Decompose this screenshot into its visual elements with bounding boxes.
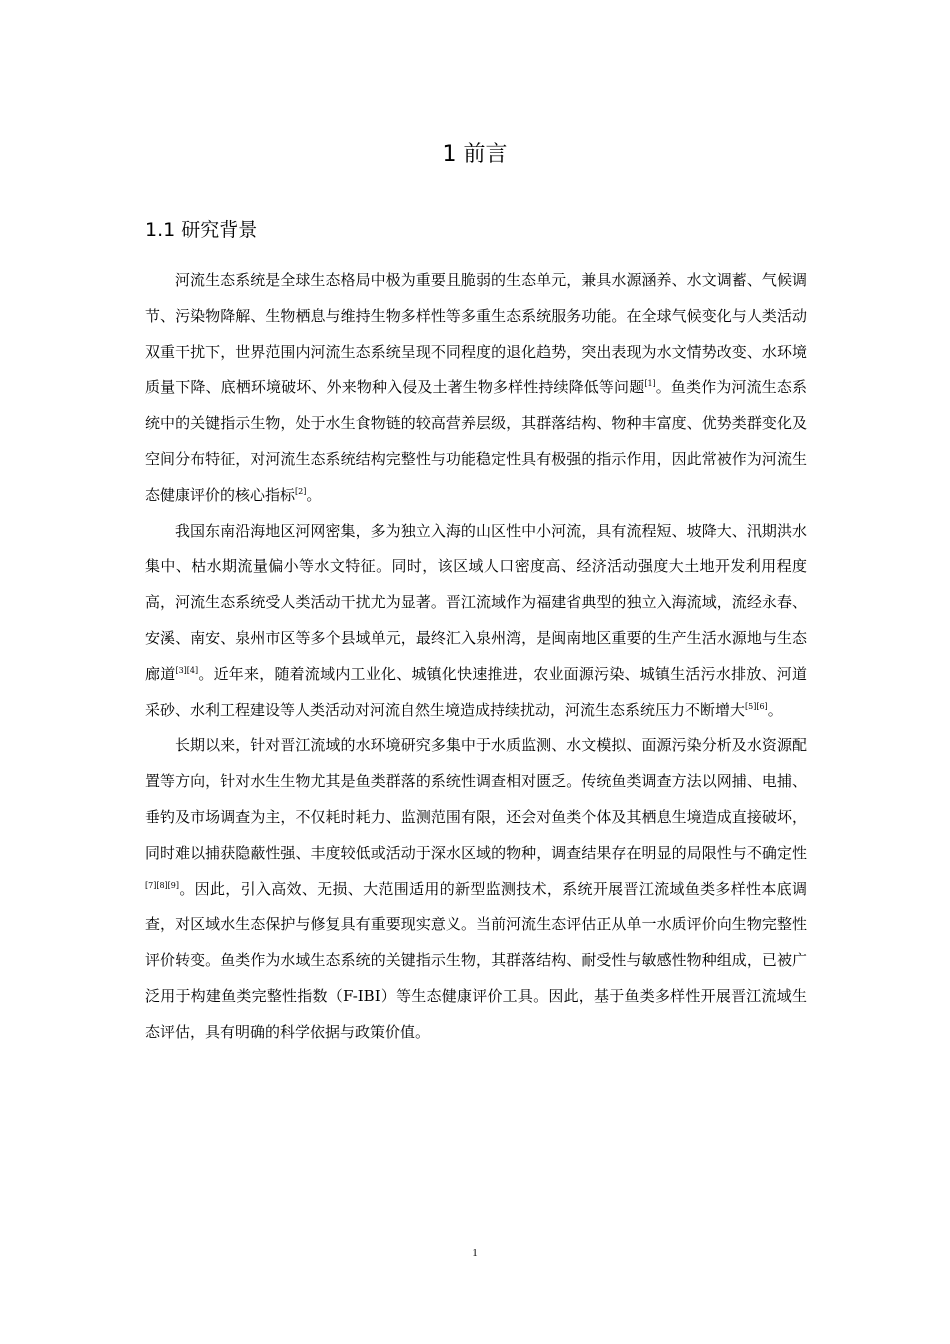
citation-ref: [2]: [295, 486, 307, 496]
paragraph-text: 长期以来，针对晋江流域的水环境研究多集中于水质监测、水文模拟、面源污染分析及水资源配置等方向，针对水生生物尤其是鱼类群落的系统性调查相对匮乏。传统鱼类调查方法以网捕、电捕、垂钓及市场调查为主，不仅耗时耗力、监测范围有限，还会对鱼类个体及其栖息生境造成直接破坏，同时难以捕获隐蔽性强、丰度较低或活动于深水区域的物种，调查结果存在明显的局限性与不确定性: [145, 736, 807, 862]
paragraph-text: 。: [306, 485, 322, 504]
section-title: 1.1 研究背景: [145, 219, 258, 241]
paragraph-text: 河流生态系统是全球生态格局中极为重要且脆弱的生态单元，兼具水源涵养、水文调蓄、气候调节、污染物降解、生物栖息与维持生物多样性等多重生态系统服务功能。在全球气候变化与人类活动双重干扰下，世界范围内河流生态系统呈现不同程度的退化趋势，突出表现为水文情势改变、水环境质量下降、底栖环境破坏、外来物种入侵及土著生物多样性持续降低等问题: [145, 271, 807, 397]
citation-ref: [5][6]: [745, 701, 768, 711]
citation-ref: [1]: [644, 379, 656, 389]
paragraph-text: 。: [767, 700, 783, 719]
paragraph-text: 。鱼类作为河流生态系统中的关键指示生物，处于水生食物链的较高营养层级，其群落结构、物种丰富度、优势类群变化及空间分布特征，对河流生态系统结构完整性与功能稳定性具有极强的指示作用，因此常被作为河流生态健康评价的核心指标: [145, 378, 807, 504]
paragraph-2: [145, 514, 807, 729]
citation-ref: [3][4]: [175, 665, 199, 675]
paragraph-1: [145, 263, 807, 514]
chapter-title: 1 前言: [442, 142, 508, 167]
citation-ref: [7][8][9]: [145, 880, 179, 890]
page-number: 1: [472, 1247, 478, 1259]
body-text: [145, 263, 807, 1051]
paragraph-3: [145, 728, 807, 1050]
paragraph-text: 。因此，引入高效、无损、大范围适用的新型监测技术，系统开展晋江流域鱼类多样性本底调查，对区域水生态保护与修复具有重要现实意义。当前河流生态评估正从单一水质评价向生物完整性评价转变。鱼类作为水域生态系统的关键指示生物，其群落结构、耐受性与敏感性物种组成，已被广泛用于构建鱼类完整性指数（F-IBI）等生态健康评价工具。因此，基于鱼类多样性开展晋江流域生态评估，具有明确的科学依据与政策价值。: [145, 879, 807, 1041]
paragraph-text: 我国东南沿海地区河网密集，多为独立入海的山区性中小河流，具有流程短、坡降大、汛期洪水集中、枯水期流量偏小等水文特征。同时，该区域人口密度高、经济活动强度大土地开发利用程度高，河流生态系统受人类活动干扰尤为显著。晋江流域作为福建省典型的独立入海流域，流经永春、安溪、南安、泉州市区等多个县域单元，最终汇入泉州湾，是闽南地区重要的生产生活水源地与生态廊道: [145, 521, 807, 683]
paragraph-text: 。近年来，随着流域内工业化、城镇化快速推进，农业面源污染、城镇生活污水排放、河道采砂、水利工程建设等人类活动对河流自然生境造成持续扰动，河流生态系统压力不断增大: [145, 664, 807, 719]
